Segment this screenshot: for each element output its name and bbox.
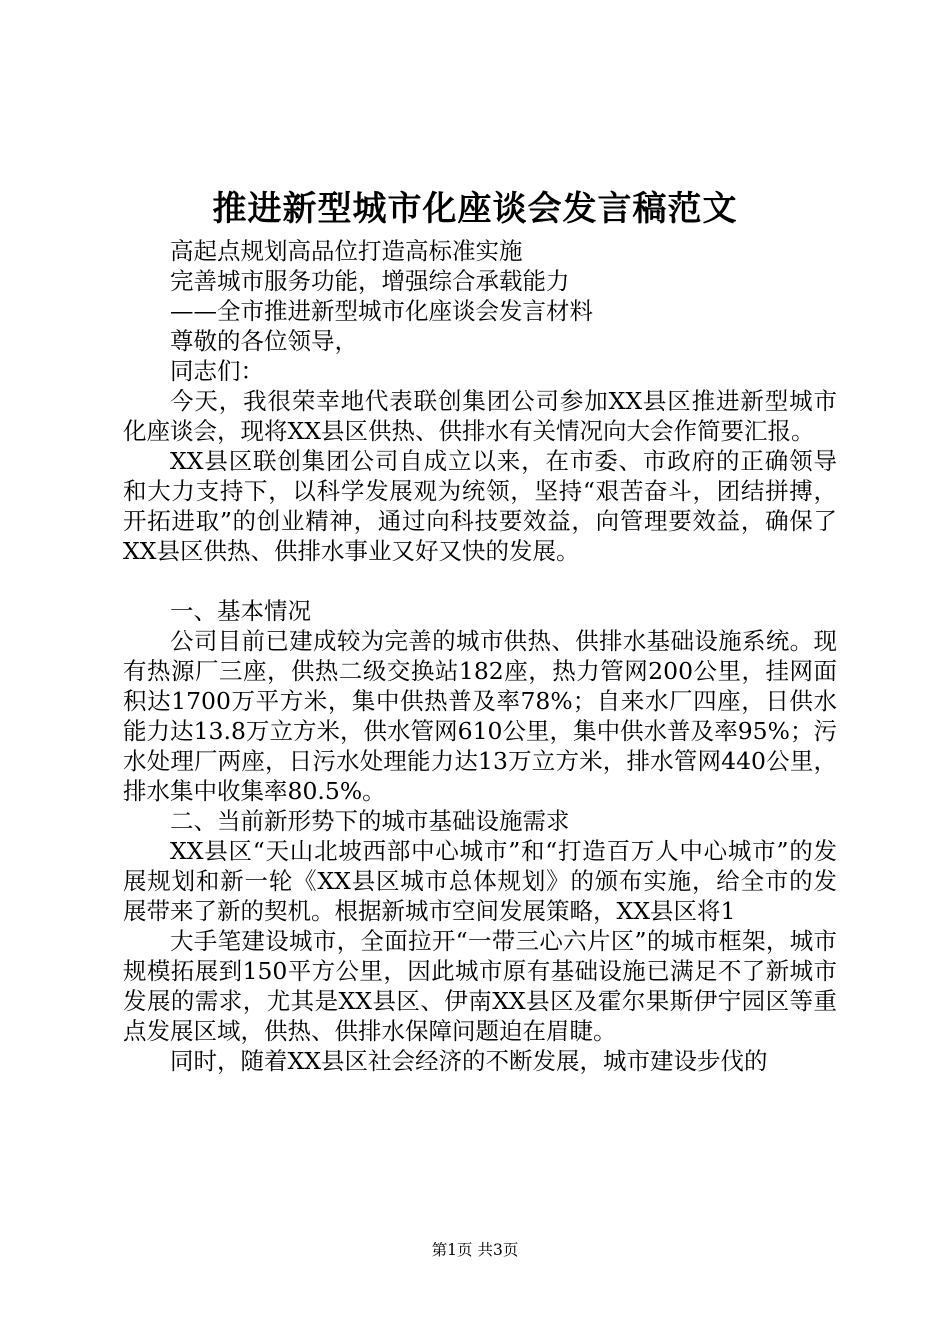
paragraph-basic-situation: 公司目前已建成较为完善的城市供热、供排水基础设施系统。现有热源厂三座，供热二级交换站182座，热力管网200公里，挂网面积达1700万平方米，集中供热普及率78%；自来水厂四座，日供水能力达13.8万立方米，供水管网610公里，集中供水普及率95%；污水处理厂两座，日污水处理能力达13万立方米，排水管网440公里，排水集中收集率80.5%。 bbox=[123, 627, 837, 805]
document-body bbox=[123, 236, 837, 1076]
paragraph-plan: XX县区“天山北坡西部中心城市”和“打造百万人中心城市”的发展规划和新一轮《XX县区城市总体规划》的颁布实施，给全市的发展带来了新的契机。根据新城市空间发展策略，XX县区将1 bbox=[123, 837, 837, 925]
subtitle-line-1: 高起点规划高品位打造高标准实施 bbox=[170, 237, 523, 265]
section-heading-basic: 一、基本情况 bbox=[170, 597, 311, 625]
document-title: 推进新型城市化座谈会发言稿范文 bbox=[212, 189, 738, 229]
paragraph-continued: 同时，随着XX县区社会经济的不断发展，城市建设步伐的 bbox=[170, 1047, 768, 1075]
salutation-comrades: 同志们： bbox=[170, 357, 264, 385]
subtitle-line-2: 完善城市服务功能，增强综合承载能力 bbox=[170, 267, 570, 295]
section-heading-demand: 二、当前新形势下的城市基础设施需求 bbox=[170, 807, 570, 835]
paragraph-company: XX县区联创集团公司自成立以来，在市委、市政府的正确领导和大力支持下，以科学发展观为统领，坚持“艰苦奋斗，团结拼搏，开拓进取”的创业精神，通过向科技要效益，向管理要效益，确保了XX县区供热、供排水事业又好又快的发展。 bbox=[123, 447, 837, 565]
paragraph-expansion: 大手笔建设城市，全面拉开“一带三心六片区”的城市框架，城市规模拓展到150平方公里，因此城市原有基础设施已满足不了新城市发展的需求，尤其是XX县区、伊南XX县区及霍尔果斯伊宁园区等重点发展区域，供热、供排水保障问题迫在眉睫。 bbox=[123, 927, 837, 1045]
subtitle-line-3: ——全市推进新型城市化座谈会发言材料 bbox=[170, 297, 593, 325]
paragraph-intro: 今天，我很荣幸地代表联创集团公司参加XX县区推进新型城市化座谈会，现将XX县区供热、供排水有关情况向大会作简要汇报。 bbox=[123, 387, 837, 445]
salutation-leaders: 尊敬的各位领导， bbox=[170, 327, 358, 355]
page-footer: 第1页 共3页 bbox=[431, 1241, 519, 1259]
